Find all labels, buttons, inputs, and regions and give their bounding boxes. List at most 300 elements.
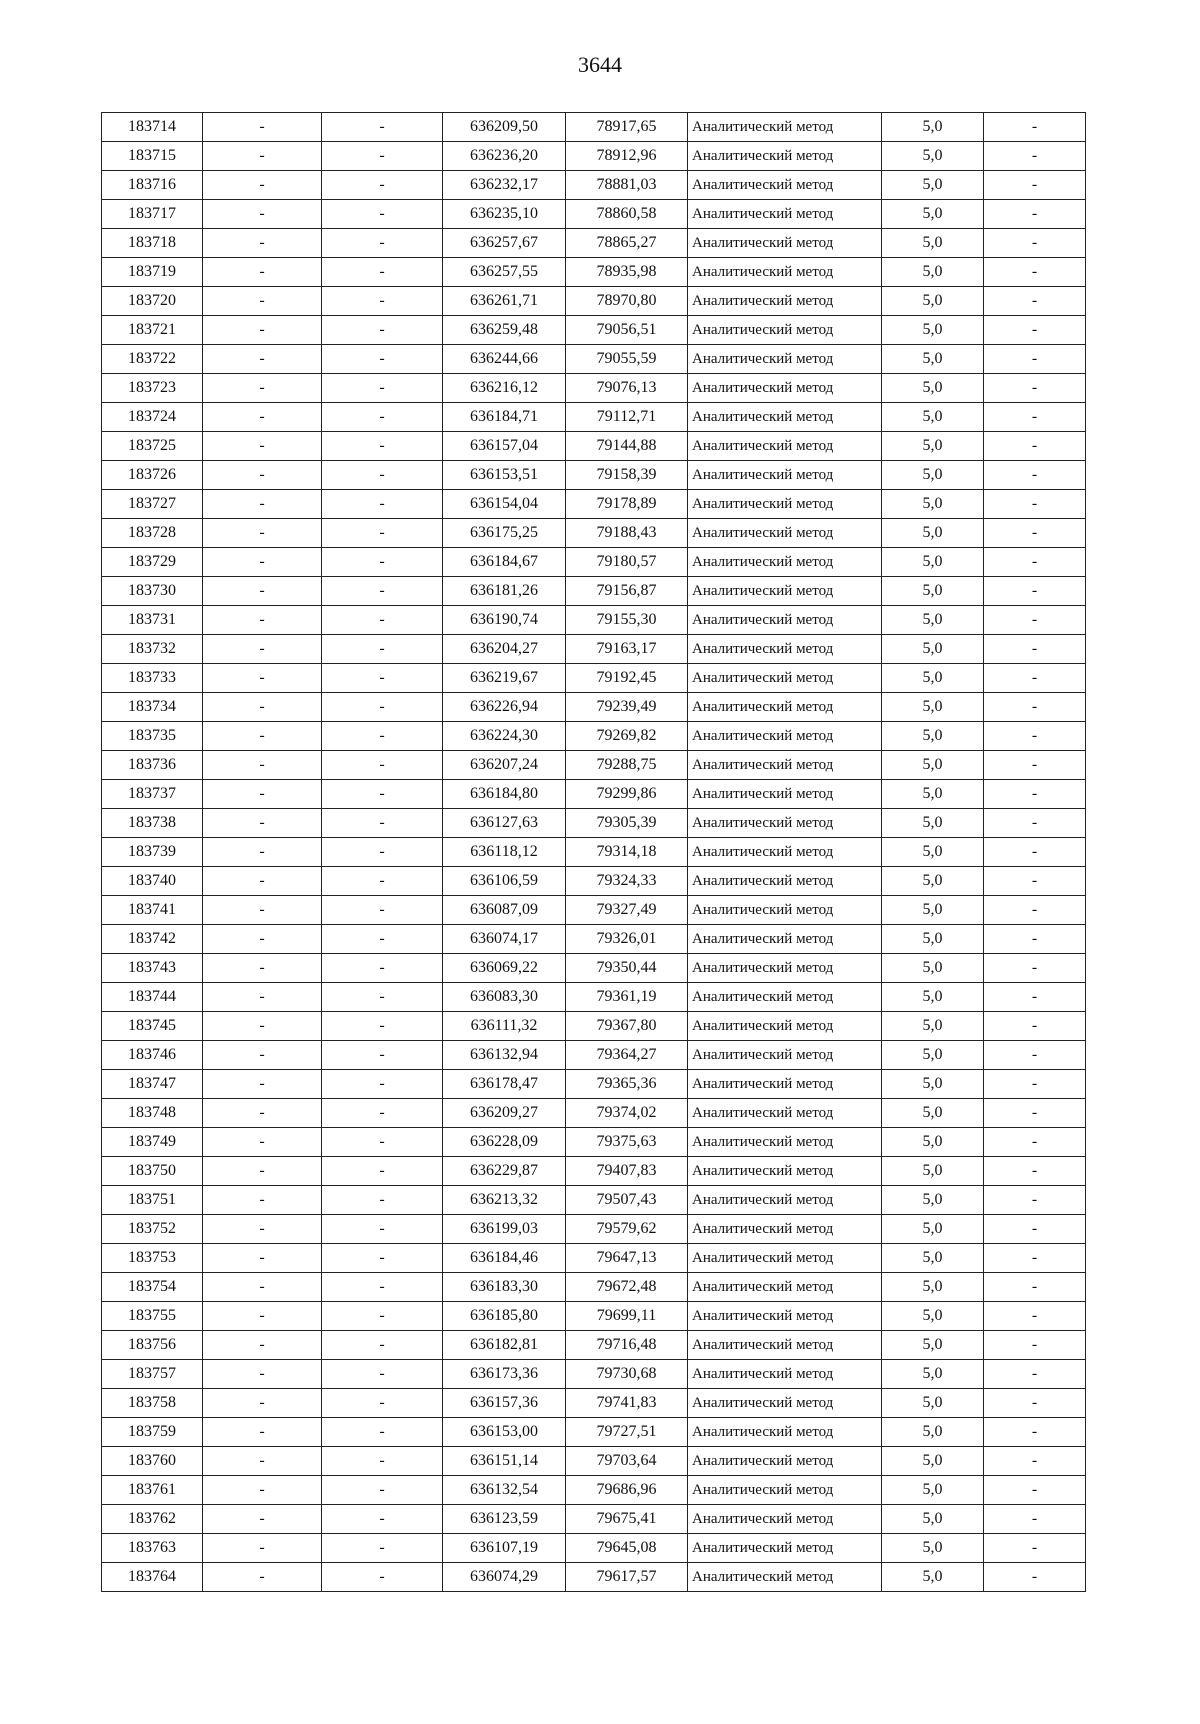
table-row (102, 983, 1086, 1012)
table-row (102, 1534, 1086, 1563)
y-coordinate-cell: 79675,41 (566, 1505, 688, 1534)
x-coordinate-cell: 636123,59 (443, 1505, 566, 1534)
x-coordinate-cell: 636190,74 (443, 606, 566, 635)
y-coordinate-cell: 79314,18 (566, 838, 688, 867)
accuracy-cell: 5,0 (882, 1447, 984, 1476)
accuracy-cell: 5,0 (882, 1244, 984, 1273)
point-number-cell: 183734 (102, 693, 203, 722)
empty-value-cell: - (984, 635, 1086, 664)
x-coordinate-cell: 636074,17 (443, 925, 566, 954)
y-coordinate-cell: 79178,89 (566, 490, 688, 519)
method-cell: Аналитический метод (688, 780, 882, 809)
empty-value-cell: - (984, 1244, 1086, 1273)
empty-value-cell: - (322, 1070, 443, 1099)
table-row (102, 519, 1086, 548)
x-coordinate-cell: 636185,80 (443, 1302, 566, 1331)
point-number-cell: 183733 (102, 664, 203, 693)
table-row (102, 432, 1086, 461)
empty-value-cell: - (322, 838, 443, 867)
x-coordinate-cell: 636229,87 (443, 1157, 566, 1186)
empty-value-cell: - (322, 751, 443, 780)
point-number-cell: 183730 (102, 577, 203, 606)
method-cell: Аналитический метод (688, 142, 882, 171)
accuracy-cell: 5,0 (882, 635, 984, 664)
table-row (102, 1273, 1086, 1302)
point-number-cell: 183720 (102, 287, 203, 316)
empty-value-cell: - (203, 1360, 322, 1389)
empty-value-cell: - (984, 780, 1086, 809)
point-number-cell: 183716 (102, 171, 203, 200)
empty-value-cell: - (203, 1244, 322, 1273)
method-cell: Аналитический метод (688, 693, 882, 722)
table-row (102, 1012, 1086, 1041)
table-row (102, 635, 1086, 664)
empty-value-cell: - (322, 867, 443, 896)
method-cell: Аналитический метод (688, 1244, 882, 1273)
y-coordinate-cell: 79158,39 (566, 461, 688, 490)
y-coordinate-cell: 79192,45 (566, 664, 688, 693)
method-cell: Аналитический метод (688, 200, 882, 229)
empty-value-cell: - (322, 664, 443, 693)
empty-value-cell: - (322, 1157, 443, 1186)
y-coordinate-cell: 79361,19 (566, 983, 688, 1012)
empty-value-cell: - (322, 1331, 443, 1360)
empty-value-cell: - (322, 1273, 443, 1302)
table-row (102, 287, 1086, 316)
empty-value-cell: - (984, 1070, 1086, 1099)
accuracy-cell: 5,0 (882, 780, 984, 809)
empty-value-cell: - (984, 1447, 1086, 1476)
table-row (102, 548, 1086, 577)
x-coordinate-cell: 636132,94 (443, 1041, 566, 1070)
point-number-cell: 183751 (102, 1186, 203, 1215)
x-coordinate-cell: 636178,47 (443, 1070, 566, 1099)
x-coordinate-cell: 636226,94 (443, 693, 566, 722)
table-row (102, 838, 1086, 867)
y-coordinate-cell: 79056,51 (566, 316, 688, 345)
x-coordinate-cell: 636204,27 (443, 635, 566, 664)
point-number-cell: 183729 (102, 548, 203, 577)
x-coordinate-cell: 636157,04 (443, 432, 566, 461)
empty-value-cell: - (203, 809, 322, 838)
empty-value-cell: - (322, 1563, 443, 1592)
empty-value-cell: - (203, 229, 322, 258)
empty-value-cell: - (203, 1099, 322, 1128)
accuracy-cell: 5,0 (882, 664, 984, 693)
y-coordinate-cell: 79727,51 (566, 1418, 688, 1447)
accuracy-cell: 5,0 (882, 403, 984, 432)
point-number-cell: 183759 (102, 1418, 203, 1447)
table-row (102, 490, 1086, 519)
y-coordinate-cell: 79144,88 (566, 432, 688, 461)
x-coordinate-cell: 636216,12 (443, 374, 566, 403)
accuracy-cell: 5,0 (882, 1128, 984, 1157)
table-row (102, 1447, 1086, 1476)
empty-value-cell: - (203, 490, 322, 519)
x-coordinate-cell: 636106,59 (443, 867, 566, 896)
accuracy-cell: 5,0 (882, 1302, 984, 1331)
y-coordinate-cell: 79703,64 (566, 1447, 688, 1476)
empty-value-cell: - (322, 490, 443, 519)
empty-value-cell: - (203, 1273, 322, 1302)
empty-value-cell: - (984, 1012, 1086, 1041)
x-coordinate-cell: 636219,67 (443, 664, 566, 693)
x-coordinate-cell: 636199,03 (443, 1215, 566, 1244)
table-row (102, 345, 1086, 374)
x-coordinate-cell: 636111,32 (443, 1012, 566, 1041)
empty-value-cell: - (203, 432, 322, 461)
x-coordinate-cell: 636261,71 (443, 287, 566, 316)
table-row (102, 1041, 1086, 1070)
point-number-cell: 183728 (102, 519, 203, 548)
accuracy-cell: 5,0 (882, 838, 984, 867)
empty-value-cell: - (203, 751, 322, 780)
y-coordinate-cell: 79672,48 (566, 1273, 688, 1302)
empty-value-cell: - (203, 838, 322, 867)
x-coordinate-cell: 636107,19 (443, 1534, 566, 1563)
method-cell: Аналитический метод (688, 548, 882, 577)
y-coordinate-cell: 79647,13 (566, 1244, 688, 1273)
x-coordinate-cell: 636183,30 (443, 1273, 566, 1302)
empty-value-cell: - (984, 925, 1086, 954)
empty-value-cell: - (322, 1302, 443, 1331)
empty-value-cell: - (984, 751, 1086, 780)
point-number-cell: 183741 (102, 896, 203, 925)
table-row (102, 722, 1086, 751)
empty-value-cell: - (203, 1505, 322, 1534)
empty-value-cell: - (203, 1534, 322, 1563)
point-number-cell: 183746 (102, 1041, 203, 1070)
table-row (102, 1331, 1086, 1360)
accuracy-cell: 5,0 (882, 751, 984, 780)
accuracy-cell: 5,0 (882, 142, 984, 171)
accuracy-cell: 5,0 (882, 229, 984, 258)
empty-value-cell: - (322, 548, 443, 577)
point-number-cell: 183755 (102, 1302, 203, 1331)
accuracy-cell: 5,0 (882, 577, 984, 606)
table-row (102, 1476, 1086, 1505)
y-coordinate-cell: 79324,33 (566, 867, 688, 896)
empty-value-cell: - (203, 1041, 322, 1070)
x-coordinate-cell: 636182,81 (443, 1331, 566, 1360)
x-coordinate-cell: 636209,50 (443, 113, 566, 142)
y-coordinate-cell: 79407,83 (566, 1157, 688, 1186)
point-number-cell: 183745 (102, 1012, 203, 1041)
y-coordinate-cell: 79507,43 (566, 1186, 688, 1215)
table-row (102, 751, 1086, 780)
empty-value-cell: - (203, 142, 322, 171)
empty-value-cell: - (984, 1563, 1086, 1592)
table-row (102, 374, 1086, 403)
accuracy-cell: 5,0 (882, 1215, 984, 1244)
table-row (102, 1389, 1086, 1418)
x-coordinate-cell: 636259,48 (443, 316, 566, 345)
y-coordinate-cell: 79155,30 (566, 606, 688, 635)
x-coordinate-cell: 636175,25 (443, 519, 566, 548)
y-coordinate-cell: 79365,36 (566, 1070, 688, 1099)
empty-value-cell: - (984, 577, 1086, 606)
empty-value-cell: - (322, 1128, 443, 1157)
empty-value-cell: - (322, 258, 443, 287)
table-row (102, 1302, 1086, 1331)
x-coordinate-cell: 636235,10 (443, 200, 566, 229)
accuracy-cell: 5,0 (882, 1563, 984, 1592)
empty-value-cell: - (984, 1186, 1086, 1215)
y-coordinate-cell: 79076,13 (566, 374, 688, 403)
y-coordinate-cell: 79112,71 (566, 403, 688, 432)
method-cell: Аналитический метод (688, 577, 882, 606)
empty-value-cell: - (322, 316, 443, 345)
accuracy-cell: 5,0 (882, 258, 984, 287)
empty-value-cell: - (984, 1215, 1086, 1244)
y-coordinate-cell: 79156,87 (566, 577, 688, 606)
table-row (102, 171, 1086, 200)
accuracy-cell: 5,0 (882, 1041, 984, 1070)
method-cell: Аналитический метод (688, 1389, 882, 1418)
table-row (102, 664, 1086, 693)
method-cell: Аналитический метод (688, 751, 882, 780)
point-number-cell: 183721 (102, 316, 203, 345)
empty-value-cell: - (203, 1389, 322, 1418)
point-number-cell: 183750 (102, 1157, 203, 1186)
empty-value-cell: - (984, 1534, 1086, 1563)
empty-value-cell: - (984, 432, 1086, 461)
empty-value-cell: - (984, 519, 1086, 548)
method-cell: Аналитический метод (688, 925, 882, 954)
method-cell: Аналитический метод (688, 1273, 882, 1302)
method-cell: Аналитический метод (688, 287, 882, 316)
y-coordinate-cell: 79686,96 (566, 1476, 688, 1505)
empty-value-cell: - (984, 287, 1086, 316)
empty-value-cell: - (203, 1186, 322, 1215)
y-coordinate-cell: 79299,86 (566, 780, 688, 809)
point-number-cell: 183738 (102, 809, 203, 838)
accuracy-cell: 5,0 (882, 1476, 984, 1505)
table-row (102, 1418, 1086, 1447)
accuracy-cell: 5,0 (882, 287, 984, 316)
empty-value-cell: - (322, 1099, 443, 1128)
method-cell: Аналитический метод (688, 461, 882, 490)
empty-value-cell: - (322, 519, 443, 548)
x-coordinate-cell: 636083,30 (443, 983, 566, 1012)
point-number-cell: 183753 (102, 1244, 203, 1273)
method-cell: Аналитический метод (688, 490, 882, 519)
empty-value-cell: - (322, 403, 443, 432)
x-coordinate-cell: 636257,55 (443, 258, 566, 287)
y-coordinate-cell: 78935,98 (566, 258, 688, 287)
empty-value-cell: - (984, 1273, 1086, 1302)
empty-value-cell: - (322, 983, 443, 1012)
y-coordinate-cell: 79288,75 (566, 751, 688, 780)
point-number-cell: 183735 (102, 722, 203, 751)
point-number-cell: 183717 (102, 200, 203, 229)
x-coordinate-cell: 636118,12 (443, 838, 566, 867)
point-number-cell: 183752 (102, 1215, 203, 1244)
y-coordinate-cell: 79374,02 (566, 1099, 688, 1128)
table-row (102, 461, 1086, 490)
method-cell: Аналитический метод (688, 1534, 882, 1563)
point-number-cell: 183760 (102, 1447, 203, 1476)
table-row (102, 316, 1086, 345)
point-number-cell: 183724 (102, 403, 203, 432)
method-cell: Аналитический метод (688, 838, 882, 867)
x-coordinate-cell: 636184,67 (443, 548, 566, 577)
table-row (102, 403, 1086, 432)
y-coordinate-cell: 79375,63 (566, 1128, 688, 1157)
table-row (102, 1244, 1086, 1273)
table-row (102, 1215, 1086, 1244)
empty-value-cell: - (322, 1244, 443, 1273)
method-cell: Аналитический метод (688, 1128, 882, 1157)
accuracy-cell: 5,0 (882, 1360, 984, 1389)
method-cell: Аналитический метод (688, 1215, 882, 1244)
empty-value-cell: - (984, 664, 1086, 693)
point-number-cell: 183749 (102, 1128, 203, 1157)
method-cell: Аналитический метод (688, 1331, 882, 1360)
accuracy-cell: 5,0 (882, 809, 984, 838)
x-coordinate-cell: 636154,04 (443, 490, 566, 519)
y-coordinate-cell: 79364,27 (566, 1041, 688, 1070)
method-cell: Аналитический метод (688, 171, 882, 200)
accuracy-cell: 5,0 (882, 983, 984, 1012)
empty-value-cell: - (984, 1302, 1086, 1331)
x-coordinate-cell: 636157,36 (443, 1389, 566, 1418)
table-row (102, 258, 1086, 287)
empty-value-cell: - (203, 577, 322, 606)
empty-value-cell: - (203, 316, 322, 345)
empty-value-cell: - (322, 954, 443, 983)
point-number-cell: 183719 (102, 258, 203, 287)
accuracy-cell: 5,0 (882, 693, 984, 722)
empty-value-cell: - (322, 229, 443, 258)
method-cell: Аналитический метод (688, 809, 882, 838)
x-coordinate-cell: 636132,54 (443, 1476, 566, 1505)
accuracy-cell: 5,0 (882, 548, 984, 577)
empty-value-cell: - (322, 200, 443, 229)
point-number-cell: 183722 (102, 345, 203, 374)
table-body (102, 113, 1086, 1592)
x-coordinate-cell: 636173,36 (443, 1360, 566, 1389)
empty-value-cell: - (984, 142, 1086, 171)
method-cell: Аналитический метод (688, 1418, 882, 1447)
empty-value-cell: - (322, 1186, 443, 1215)
accuracy-cell: 5,0 (882, 722, 984, 751)
empty-value-cell: - (203, 461, 322, 490)
empty-value-cell: - (984, 1157, 1086, 1186)
empty-value-cell: - (322, 1476, 443, 1505)
table-row (102, 229, 1086, 258)
point-number-cell: 183725 (102, 432, 203, 461)
accuracy-cell: 5,0 (882, 1099, 984, 1128)
accuracy-cell: 5,0 (882, 1273, 984, 1302)
y-coordinate-cell: 79180,57 (566, 548, 688, 577)
point-number-cell: 183763 (102, 1534, 203, 1563)
empty-value-cell: - (322, 1041, 443, 1070)
point-number-cell: 183726 (102, 461, 203, 490)
x-coordinate-cell: 636257,67 (443, 229, 566, 258)
table-row (102, 1070, 1086, 1099)
empty-value-cell: - (984, 1389, 1086, 1418)
empty-value-cell: - (203, 374, 322, 403)
empty-value-cell: - (322, 606, 443, 635)
y-coordinate-cell: 79367,80 (566, 1012, 688, 1041)
empty-value-cell: - (322, 693, 443, 722)
accuracy-cell: 5,0 (882, 1505, 984, 1534)
point-number-cell: 183740 (102, 867, 203, 896)
accuracy-cell: 5,0 (882, 519, 984, 548)
empty-value-cell: - (203, 287, 322, 316)
accuracy-cell: 5,0 (882, 1157, 984, 1186)
empty-value-cell: - (203, 258, 322, 287)
empty-value-cell: - (984, 316, 1086, 345)
empty-value-cell: - (322, 577, 443, 606)
point-number-cell: 183718 (102, 229, 203, 258)
y-coordinate-cell: 79716,48 (566, 1331, 688, 1360)
accuracy-cell: 5,0 (882, 954, 984, 983)
table-row (102, 896, 1086, 925)
y-coordinate-cell: 79579,62 (566, 1215, 688, 1244)
empty-value-cell: - (984, 1041, 1086, 1070)
accuracy-cell: 5,0 (882, 345, 984, 374)
empty-value-cell: - (984, 606, 1086, 635)
empty-value-cell: - (984, 345, 1086, 374)
empty-value-cell: - (984, 954, 1086, 983)
point-number-cell: 183739 (102, 838, 203, 867)
table-row (102, 1128, 1086, 1157)
empty-value-cell: - (203, 954, 322, 983)
accuracy-cell: 5,0 (882, 896, 984, 925)
x-coordinate-cell: 636184,71 (443, 403, 566, 432)
empty-value-cell: - (984, 1099, 1086, 1128)
method-cell: Аналитический метод (688, 1099, 882, 1128)
x-coordinate-cell: 636228,09 (443, 1128, 566, 1157)
point-number-cell: 183754 (102, 1273, 203, 1302)
method-cell: Аналитический метод (688, 432, 882, 461)
method-cell: Аналитический метод (688, 403, 882, 432)
y-coordinate-cell: 79055,59 (566, 345, 688, 374)
method-cell: Аналитический метод (688, 1360, 882, 1389)
y-coordinate-cell: 79239,49 (566, 693, 688, 722)
method-cell: Аналитический метод (688, 1041, 882, 1070)
method-cell: Аналитический метод (688, 374, 882, 403)
empty-value-cell: - (322, 287, 443, 316)
empty-value-cell: - (984, 1505, 1086, 1534)
empty-value-cell: - (203, 635, 322, 664)
empty-value-cell: - (203, 200, 322, 229)
method-cell: Аналитический метод (688, 1302, 882, 1331)
empty-value-cell: - (322, 113, 443, 142)
empty-value-cell: - (203, 925, 322, 954)
empty-value-cell: - (203, 1563, 322, 1592)
table-row (102, 142, 1086, 171)
empty-value-cell: - (984, 693, 1086, 722)
table-row (102, 1099, 1086, 1128)
method-cell: Аналитический метод (688, 722, 882, 751)
empty-value-cell: - (203, 693, 322, 722)
empty-value-cell: - (203, 171, 322, 200)
x-coordinate-cell: 636127,63 (443, 809, 566, 838)
y-coordinate-cell: 79741,83 (566, 1389, 688, 1418)
y-coordinate-cell: 79269,82 (566, 722, 688, 751)
y-coordinate-cell: 78917,65 (566, 113, 688, 142)
point-number-cell: 183756 (102, 1331, 203, 1360)
empty-value-cell: - (984, 229, 1086, 258)
accuracy-cell: 5,0 (882, 374, 984, 403)
y-coordinate-cell: 79326,01 (566, 925, 688, 954)
table-row (102, 200, 1086, 229)
method-cell: Аналитический метод (688, 1476, 882, 1505)
method-cell: Аналитический метод (688, 316, 882, 345)
